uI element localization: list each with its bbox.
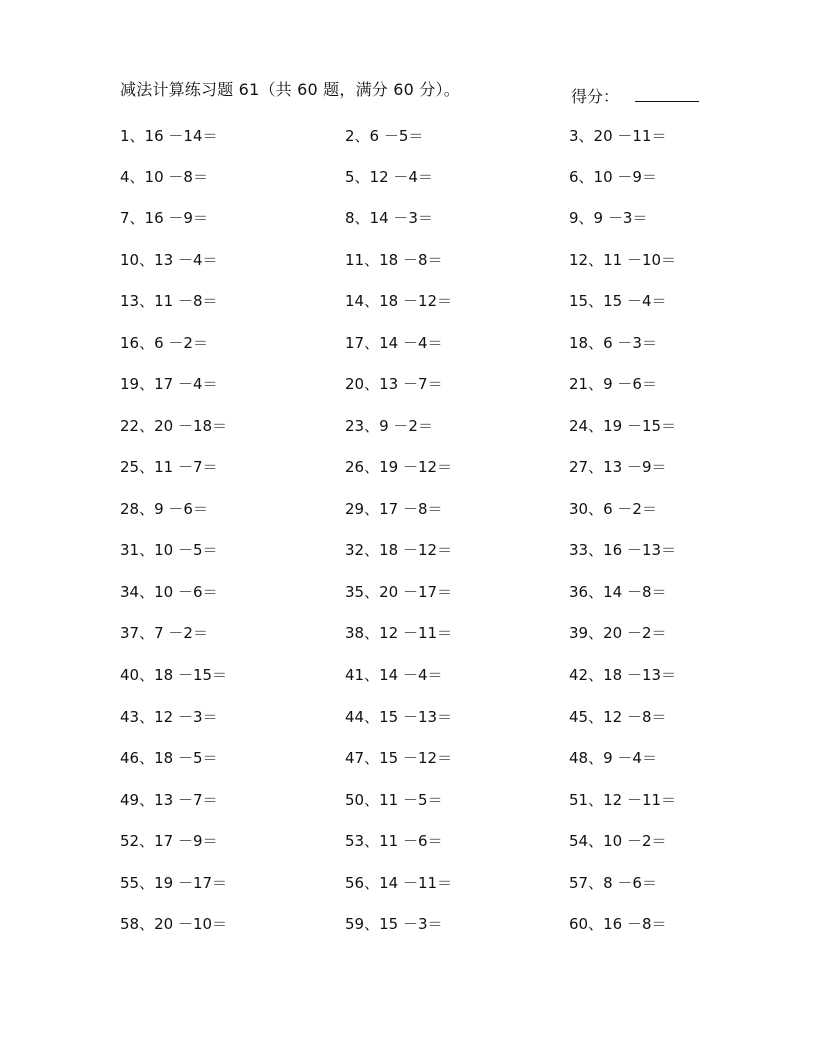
problem-25: 25、11 －7＝ [120, 458, 218, 476]
problem-59: 59、15 －3＝ [345, 915, 443, 933]
problem-41: 41、14 －4＝ [345, 666, 443, 684]
problem-22: 22、20 －18＝ [120, 417, 228, 435]
problem-44: 44、15 －13＝ [345, 708, 453, 726]
problem-34: 34、10 －6＝ [120, 583, 218, 601]
problem-20: 20、13 －7＝ [345, 375, 443, 393]
problem-32: 32、18 －12＝ [345, 541, 453, 559]
problem-45: 45、12 －8＝ [569, 708, 667, 726]
problem-1: 1、16 －14＝ [120, 127, 218, 145]
problem-60: 60、16 －8＝ [569, 915, 667, 933]
problem-2: 2、6 －5＝ [345, 127, 424, 145]
problem-3: 3、20 －11＝ [569, 127, 667, 145]
problem-55: 55、19 －17＝ [120, 874, 228, 892]
problem-35: 35、20 －17＝ [345, 583, 453, 601]
problem-27: 27、13 －9＝ [569, 458, 667, 476]
problem-15: 15、15 －4＝ [569, 292, 667, 310]
problem-8: 8、14 －3＝ [345, 209, 433, 227]
problem-58: 58、20 －10＝ [120, 915, 228, 933]
problem-47: 47、15 －12＝ [345, 749, 453, 767]
problem-33: 33、16 －13＝ [569, 541, 677, 559]
problem-39: 39、20 －2＝ [569, 624, 667, 642]
problem-46: 46、18 －5＝ [120, 749, 218, 767]
problem-26: 26、19 －12＝ [345, 458, 453, 476]
problem-28: 28、9 －6＝ [120, 500, 208, 518]
problem-38: 38、12 －11＝ [345, 624, 453, 642]
problem-53: 53、11 －6＝ [345, 832, 443, 850]
problem-23: 23、9 －2＝ [345, 417, 433, 435]
problem-51: 51、12 －11＝ [569, 791, 677, 809]
problem-56: 56、14 －11＝ [345, 874, 453, 892]
problem-13: 13、11 －8＝ [120, 292, 218, 310]
problem-50: 50、11 －5＝ [345, 791, 443, 809]
problem-14: 14、18 －12＝ [345, 292, 453, 310]
problem-6: 6、10 －9＝ [569, 168, 657, 186]
problem-42: 42、18 －13＝ [569, 666, 677, 684]
problem-54: 54、10 －2＝ [569, 832, 667, 850]
problem-36: 36、14 －8＝ [569, 583, 667, 601]
problem-17: 17、14 －4＝ [345, 334, 443, 352]
problem-57: 57、8 －6＝ [569, 874, 657, 892]
problem-10: 10、13 －4＝ [120, 251, 218, 269]
problem-30: 30、6 －2＝ [569, 500, 657, 518]
problem-18: 18、6 －3＝ [569, 334, 657, 352]
problem-9: 9、9 －3＝ [569, 209, 648, 227]
problem-31: 31、10 －5＝ [120, 541, 218, 559]
problem-5: 5、12 －4＝ [345, 168, 433, 186]
problem-4: 4、10 －8＝ [120, 168, 208, 186]
problem-40: 40、18 －15＝ [120, 666, 228, 684]
problem-12: 12、11 －10＝ [569, 251, 677, 269]
problem-29: 29、17 －8＝ [345, 500, 443, 518]
problem-16: 16、6 －2＝ [120, 334, 208, 352]
problem-43: 43、12 －3＝ [120, 708, 218, 726]
score-label: 得分： [571, 87, 620, 106]
problem-37: 37、7 －2＝ [120, 624, 208, 642]
problem-52: 52、17 －9＝ [120, 832, 218, 850]
worksheet-title: 减法计算练习题 61（共 60 题，满分 60 分）。 [120, 80, 460, 99]
problem-19: 19、17 －4＝ [120, 375, 218, 393]
problem-21: 21、9 －6＝ [569, 375, 657, 393]
problem-48: 48、9 －4＝ [569, 749, 657, 767]
problem-24: 24、19 －15＝ [569, 417, 677, 435]
problem-7: 7、16 －9＝ [120, 209, 208, 227]
problem-49: 49、13 －7＝ [120, 791, 218, 809]
problem-11: 11、18 －8＝ [345, 251, 443, 269]
